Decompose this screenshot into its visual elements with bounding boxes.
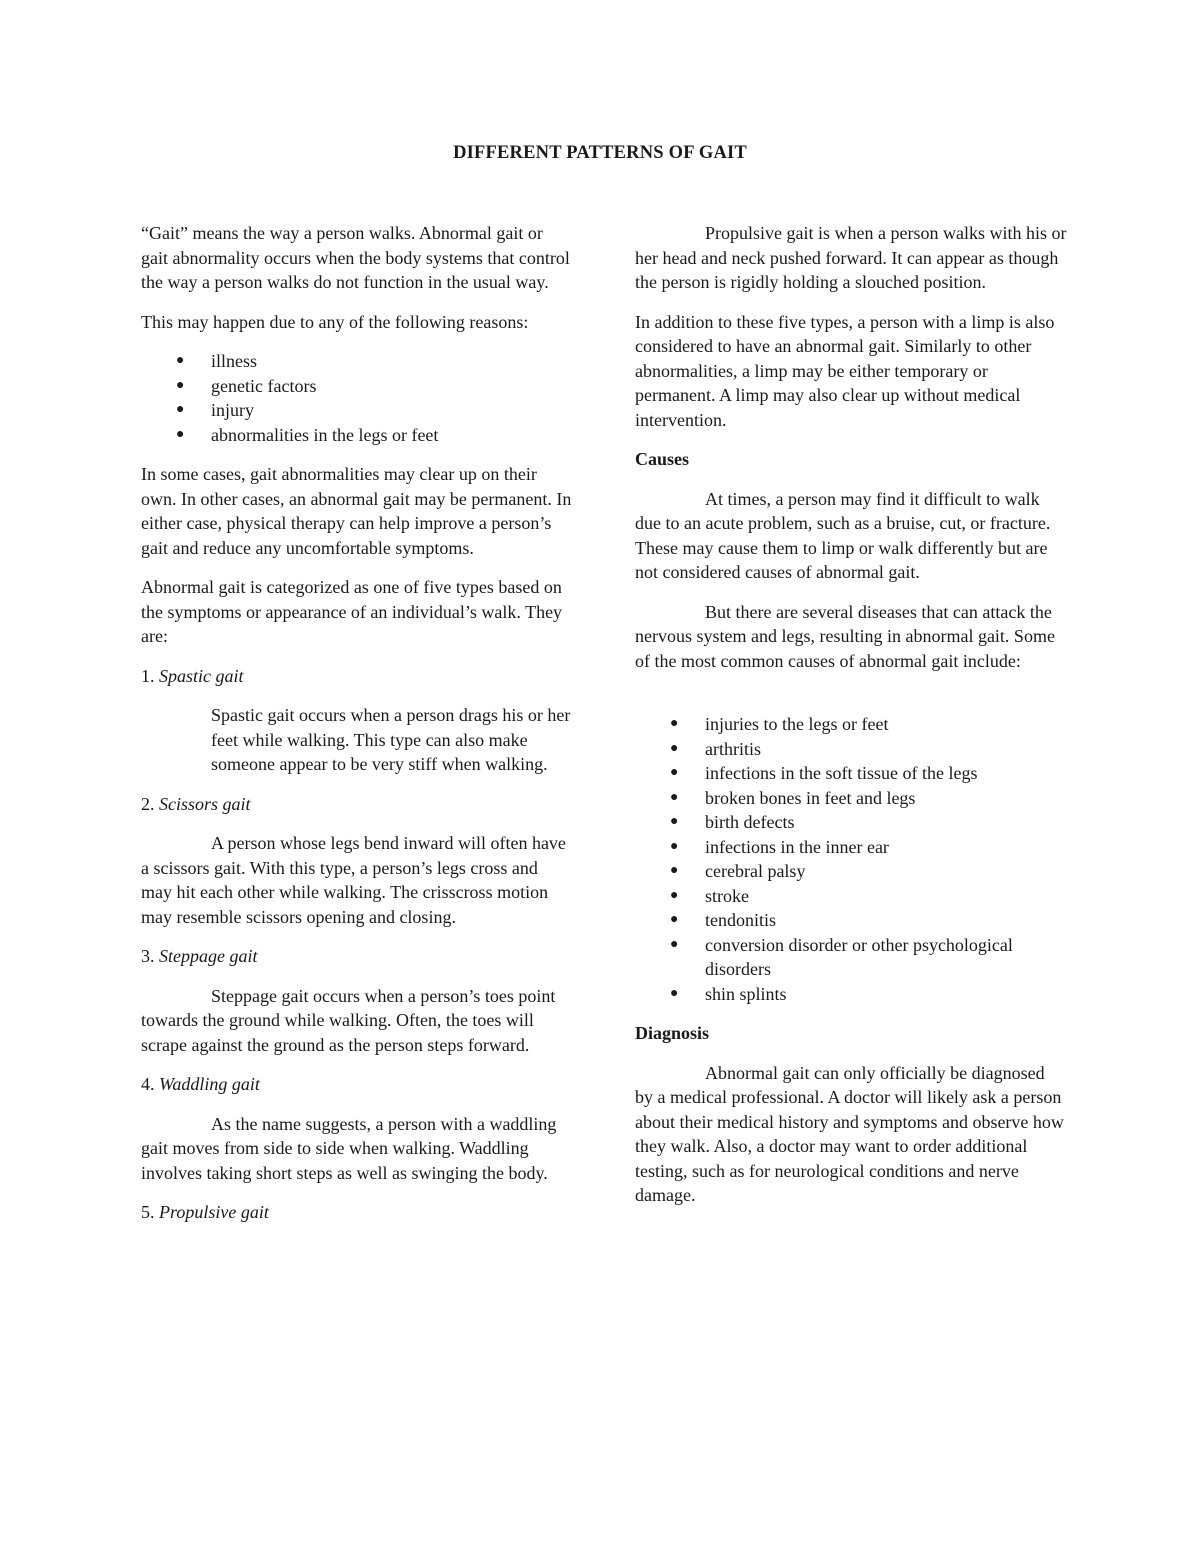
- categories-paragraph: Abnormal gait is categorized as one of five types based on the symptoms or appearance of an individual’s walk. They are:: [141, 577, 563, 646]
- left-column: [141, 221, 573, 1240]
- type-desc-spastic: Spastic gait occurs when a person drags his or her feet while walking. This type can also make someone appear to be very stiff when walking.: [211, 705, 571, 774]
- right-column: [635, 221, 1067, 1223]
- causes-list: [635, 712, 1067, 1006]
- bullet-icon: ●: [670, 716, 679, 731]
- diagnosis-heading: Diagnosis: [635, 1023, 710, 1043]
- reasons-list: [141, 349, 573, 447]
- list-item: ● abnormalities in the legs or feet: [141, 423, 573, 448]
- bullet-icon: ●: [670, 912, 679, 927]
- list-item: ● birth defects: [635, 810, 1067, 835]
- list-item: ● tendonitis: [635, 908, 1067, 933]
- causes-heading: Causes: [635, 449, 690, 469]
- list-item: ● genetic factors: [141, 374, 573, 399]
- bullet-icon: ●: [670, 740, 679, 756]
- list-item: ● shin splints: [635, 982, 1067, 1007]
- type-heading-waddling: 4. Waddling gait: [141, 1074, 260, 1094]
- bullet-icon: ●: [670, 936, 679, 952]
- bullet-icon: ●: [670, 838, 679, 854]
- bullet-icon: ●: [176, 426, 185, 442]
- bullet-icon: ●: [670, 814, 679, 829]
- bullet-icon: ●: [176, 377, 185, 393]
- limp-paragraph: In addition to these five types, a person with a limp is also considered to have an abnormal gait. Similarly to other abnormalities, a limp may be either temporary or permanent. A limp may also clear up without medical intervention.: [635, 311, 1055, 430]
- causes-paragraph-2: But there are several diseases that can attack the nervous system and legs, resulting in abnormal gait. Some of the most common causes of abnormal gait include:: [635, 601, 1055, 671]
- list-item: ● broken bones in feet and legs: [635, 786, 1067, 811]
- type-heading-spastic: 1. Spastic gait: [141, 665, 244, 686]
- list-item: ● injuries to the legs or feet: [635, 712, 1067, 737]
- cases-paragraph: In some cases, gait abnormalities may clear up on their own. In other cases, an abnormal gait may be permanent. In either case, physical therapy can help improve a person’s gait and reduce any uncomfortable symptoms.: [141, 464, 572, 558]
- reasons-lead: This may happen due to any of the following reasons:: [141, 311, 529, 332]
- bullet-icon: ●: [176, 402, 185, 417]
- bullet-icon: ●: [670, 887, 679, 903]
- type-desc-scissors: A person whose legs bend inward will often have a scissors gait. With this type, a person’s legs cross and may hit each other while walking. The crisscross motion may resemble scissors opening and closing.: [141, 833, 566, 927]
- list-item: ● infections in the soft tissue of the legs: [635, 761, 1067, 786]
- type-desc-waddling: As the name suggests, a person with a waddling gait moves from side to side when walking. Waddling involves taking short steps as well as swinging the body.: [141, 1113, 557, 1183]
- type-heading-propulsive: 5. Propulsive gait: [141, 1202, 269, 1222]
- intro-paragraph: “Gait” means the way a person walks. Abnormal gait or gait abnormality occurs when the body systems that control the way a person walks do not function in the usual way.: [141, 223, 570, 292]
- list-item: ● stroke: [635, 884, 1067, 909]
- page-title: DIFFERENT PATTERNS OF GAIT: [453, 143, 747, 163]
- bullet-icon: ●: [176, 353, 185, 368]
- type-heading-scissors: 2. Scissors gait: [141, 793, 251, 814]
- list-item: ● arthritis: [635, 737, 1067, 762]
- causes-paragraph-1: At times, a person may find it difficult to walk due to an acute problem, such as a bruise, cut, or fracture. These may cause them to limp or walk differently but are not considered causes of abnormal gait.: [635, 488, 1051, 582]
- bullet-icon: ●: [670, 985, 679, 1001]
- type-desc-propulsive: Propulsive gait is when a person walks with his or her head and neck pushed forward. It can appear as though the person is rigidly holding a slouched position.: [635, 223, 1067, 292]
- bullet-icon: ●: [670, 765, 679, 780]
- diagnosis-paragraph: Abnormal gait can only officially be diagnosed by a medical professional. A doctor will likely ask a person about their medical history and symptoms and observe how they walk. Also, a doctor may want to order additional testing, such as for neurological conditions and nerve damage.: [635, 1062, 1064, 1205]
- list-item: ● injury: [141, 398, 573, 423]
- list-item: ● conversion disorder or other psychological disorders: [670, 934, 1013, 979]
- list-item: ● cerebral palsy: [635, 859, 1067, 884]
- list-item: ● infections in the inner ear: [635, 835, 1067, 860]
- type-heading-steppage: 3. Steppage gait: [141, 946, 258, 966]
- bullet-icon: ●: [670, 863, 679, 878]
- list-item: ● illness: [141, 349, 573, 374]
- type-desc-steppage: Steppage gait occurs when a person’s toes point towards the ground while walking. Often, the toes will scrape against the ground as the person steps forward.: [141, 985, 556, 1055]
- spacer: [635, 688, 1067, 712]
- bullet-icon: ●: [670, 789, 679, 805]
